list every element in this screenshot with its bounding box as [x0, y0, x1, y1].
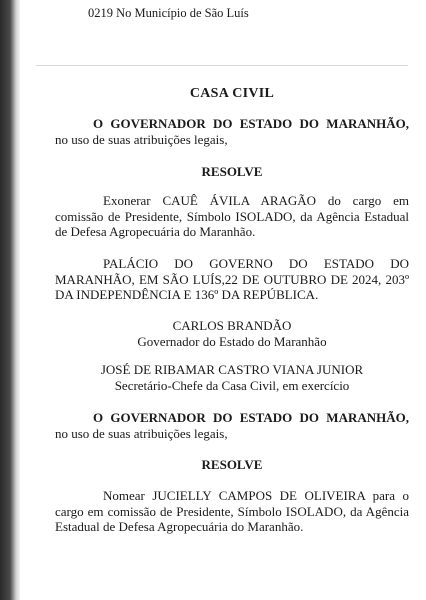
- decree-1-place-date: PALÁCIO DO GOVERNO DO ESTADO DO MARANHÃO, EM SÃO LUÍS,22 DE OUTUBRO DE 2024, 203º DA INDEPENDÊNCIA E 136º DA REPÚBLICA.: [55, 256, 409, 302]
- page-edge-shadow: [0, 0, 20, 600]
- decree-2-preamble: [55, 410, 409, 441]
- section-title: CASA CIVIL: [189, 86, 275, 101]
- signer-1-name: CARLOS BRANDÃO: [172, 318, 292, 333]
- decree-2-text: Nomear JUCIELLY CAMPOS DE OLIVEIRA para o cargo em comissão de Presidente, Símbolo ISOLADO, da Agência Estadual de Defesa Agropecuária do Maranhão.: [55, 488, 409, 534]
- decree-1-powers: no uso de suas atribuições legais,: [55, 131, 228, 147]
- decree-1-signer-2: [55, 362, 409, 393]
- decree-1-preamble: [55, 116, 409, 147]
- decree-1-text: Exonerar CAUÊ ÁVILA ARAGÃO do cargo em comissão de Presidente, Símbolo ISOLADO, da Agência Estadual de Defesa Agropecuária do Maranhão.: [55, 193, 409, 239]
- decree-1-signer-1: [55, 318, 409, 349]
- header-top-line: 0219 No Município de São Luís: [88, 6, 249, 20]
- decree-1-governor: O GOVERNADOR DO ESTADO DO MARANHÃO,: [93, 116, 409, 131]
- signer-2-title: Secretário-Chefe da Casa Civil, em exercício: [114, 377, 350, 393]
- decree-2-resolve: RESOLVE: [201, 457, 263, 472]
- divider: [36, 65, 408, 66]
- decree-2-governor: O GOVERNADOR DO ESTADO DO MARANHÃO,: [93, 410, 409, 425]
- decree-1-resolve: RESOLVE: [201, 164, 263, 179]
- decree-2-powers: no uso de suas atribuições legais,: [55, 425, 228, 441]
- signer-2-name: JOSÉ DE RIBAMAR CASTRO VIANA JUNIOR: [100, 362, 364, 377]
- signer-1-title: Governador do Estado do Maranhão: [137, 333, 327, 349]
